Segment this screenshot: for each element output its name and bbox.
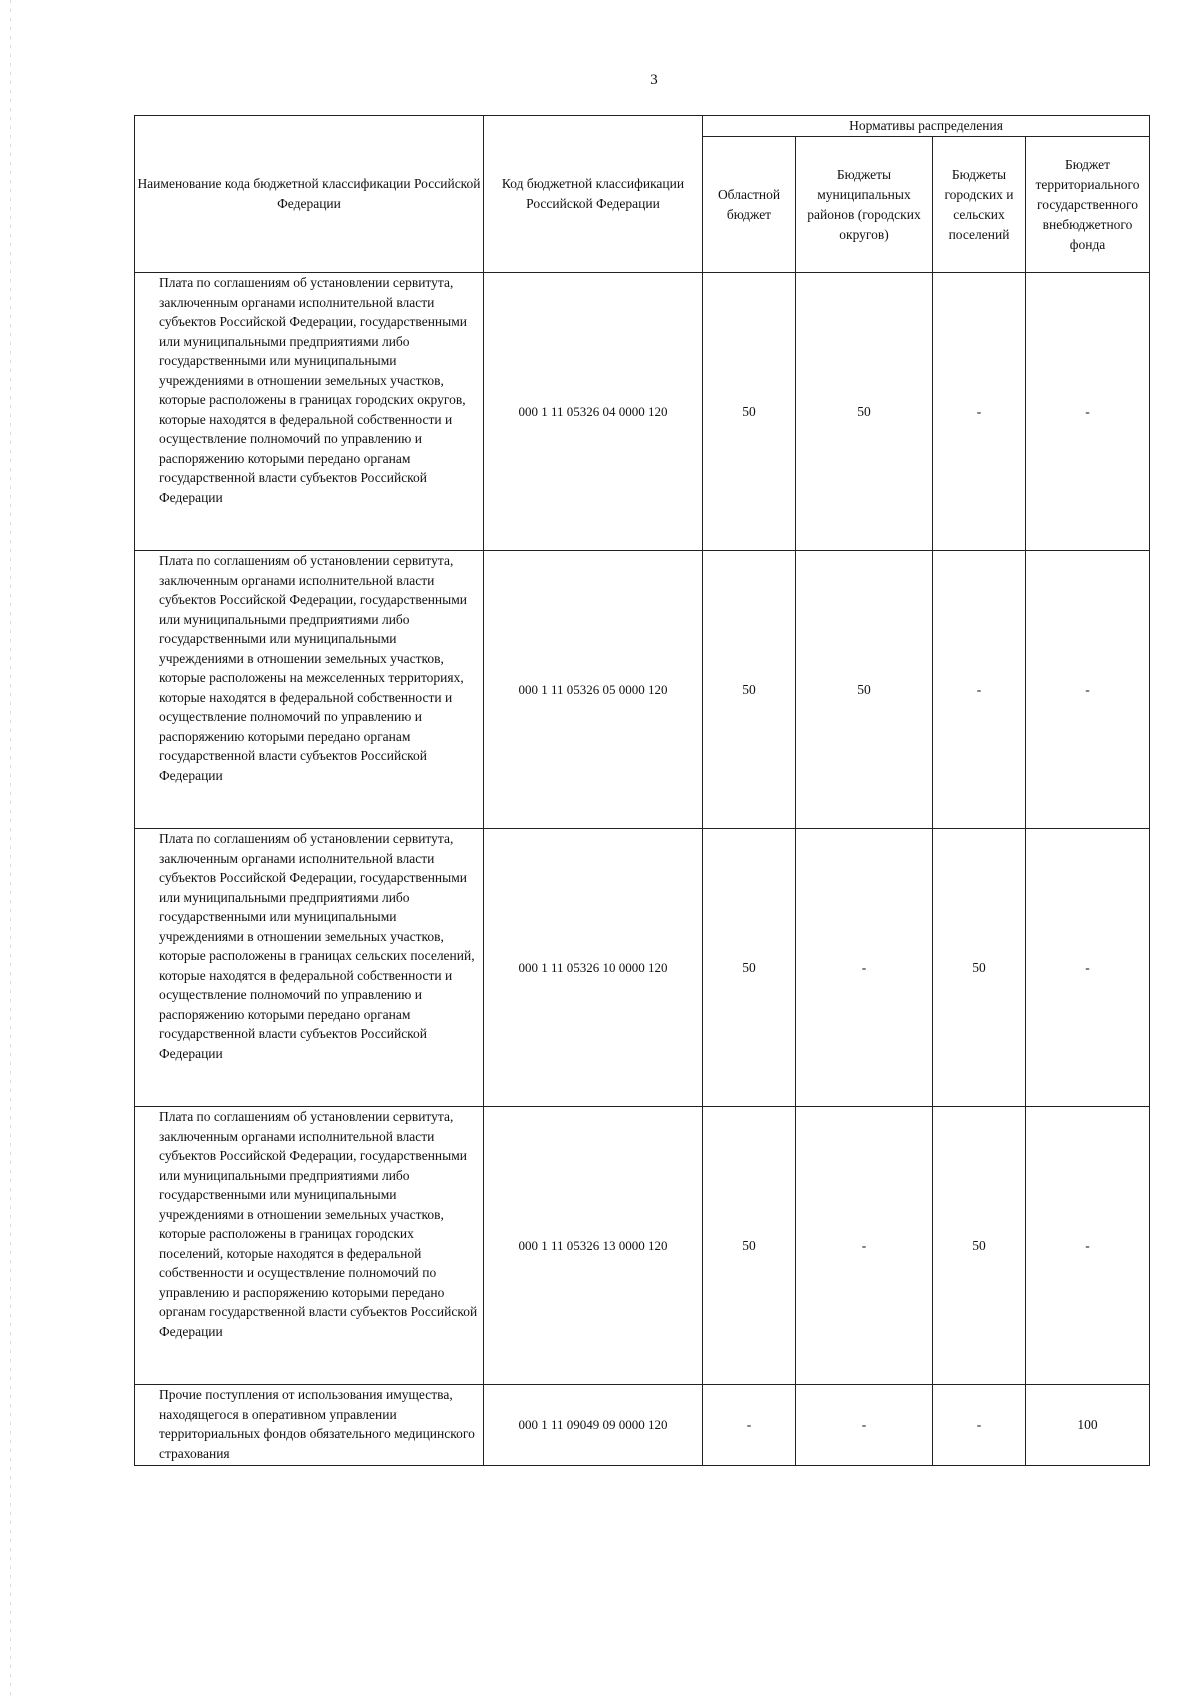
table-header-row-1 — [135, 116, 1150, 137]
row-regional: 50 — [703, 829, 796, 1107]
row-regional: - — [703, 1385, 796, 1466]
scan-edge-marks — [10, 0, 11, 1697]
row-name: Прочие поступления от использования имущества, находящегося в оперативном управлении территориальных фондов обязательного медицинского страхования — [135, 1385, 484, 1466]
row-name: Плата по соглашениям об установлении сервитута, заключенным органами исполнительной власти субъектов Российской Федерации, государственными или муниципальными предприятиями либо государственными или муниципальными учреждениями в отношении земельных участков, которые расположены в границах сельских поселений, которые находятся в федеральной собственности и осуществление полномочий по управлению и распоряжению которыми передано органам государственной власти субъектов Российской Федерации — [135, 829, 484, 1107]
row-code: 000 1 11 05326 04 0000 120 — [484, 273, 703, 551]
row-regional: 50 — [703, 551, 796, 829]
row-name: Плата по соглашениям об установлении сервитута, заключенным органами исполнительной власти субъектов Российской Федерации, государственными или муниципальными предприятиями либо государственными или муниципальными учреждениями в отношении земельных участков, которые расположены в границах городских округов, которые находятся в федеральной собственности и осуществление полномочий по управлению и распоряжению которыми передано органам государственной власти субъектов Российской Федерации — [135, 273, 484, 551]
row-settlements: - — [933, 551, 1026, 829]
header-municipal-districts: Бюджеты муниципальных районов (городских округов) — [796, 137, 933, 273]
row-settlements: 50 — [933, 829, 1026, 1107]
row-fund: - — [1026, 551, 1150, 829]
row-code: 000 1 11 09049 09 0000 120 — [484, 1385, 703, 1466]
row-municipal: - — [796, 829, 933, 1107]
row-fund: 100 — [1026, 1385, 1150, 1466]
row-code: 000 1 11 05326 05 0000 120 — [484, 551, 703, 829]
row-municipal: 50 — [796, 273, 933, 551]
row-regional: 50 — [703, 1107, 796, 1385]
page-number: 3 — [650, 72, 658, 88]
table-row — [135, 1385, 1150, 1466]
row-settlements: - — [933, 1385, 1026, 1466]
row-settlements: - — [933, 273, 1026, 551]
row-code: 000 1 11 05326 13 0000 120 — [484, 1107, 703, 1385]
row-fund: - — [1026, 273, 1150, 551]
row-name: Плата по соглашениям об установлении сервитута, заключенным органами исполнительной власти субъектов Российской Федерации, государственными или муниципальными предприятиями либо государственными или муниципальными учреждениями в отношении земельных участков, которые расположены в границах городских поселений, которые находятся в федеральной собственности и осуществление полномочий по управлению и распоряжению которыми передано органам государственной власти субъектов Российской Федерации — [135, 1107, 484, 1385]
table-row — [135, 1107, 1150, 1385]
header-regional: Областной бюджет — [703, 137, 796, 273]
header-code: Код бюджетной классификации Российской Федерации — [484, 116, 703, 273]
header-territorial-fund: Бюджет территориального государственного внебюджетного фонда — [1026, 137, 1150, 273]
row-name: Плата по соглашениям об установлении сервитута, заключенным органами исполнительной власти субъектов Российской Федерации, государственными или муниципальными предприятиями либо государственными или муниципальными учреждениями в отношении земельных участков, которые расположены на межселенных территориях, которые находятся в федеральной собственности и осуществление полномочий по управлению и распоряжению которыми передано органам государственной власти субъектов Российской Федерации — [135, 551, 484, 829]
row-fund: - — [1026, 829, 1150, 1107]
table-row — [135, 829, 1150, 1107]
table-row — [135, 273, 1150, 551]
header-name: Наименование кода бюджетной классификации Российской Федерации — [135, 116, 484, 273]
header-settlements: Бюджеты городских и сельских поселений — [933, 137, 1026, 273]
row-municipal: - — [796, 1385, 933, 1466]
row-settlements: 50 — [933, 1107, 1026, 1385]
table-row — [135, 551, 1150, 829]
row-municipal: - — [796, 1107, 933, 1385]
row-municipal: 50 — [796, 551, 933, 829]
row-regional: 50 — [703, 273, 796, 551]
budget-distribution-table — [134, 115, 1150, 1466]
row-fund: - — [1026, 1107, 1150, 1385]
row-code: 000 1 11 05326 10 0000 120 — [484, 829, 703, 1107]
header-distribution-group: Нормативы распределения — [703, 116, 1150, 137]
